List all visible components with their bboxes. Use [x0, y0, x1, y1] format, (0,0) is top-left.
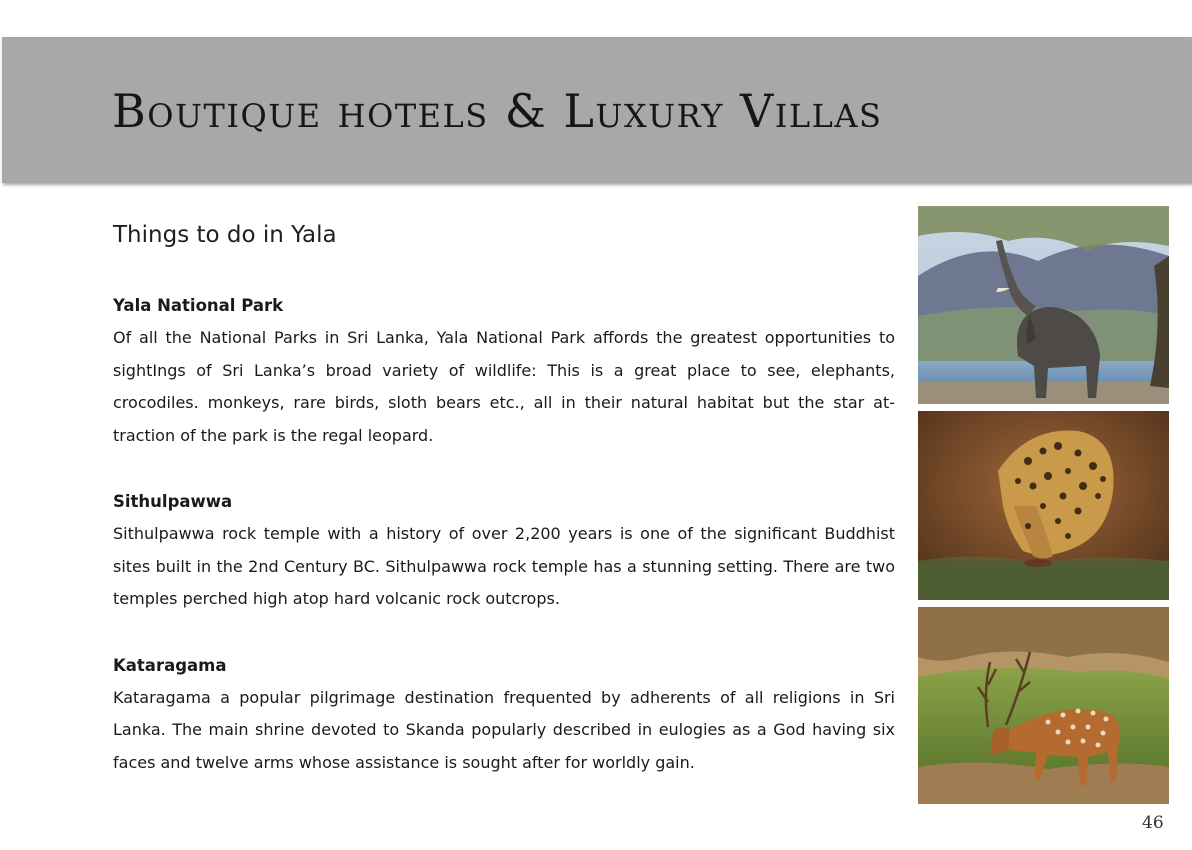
attraction-kataragama — [113, 650, 895, 780]
section-title: Things to do in Yala — [113, 222, 337, 248]
attraction-description: Kataragama a popular pilgrimage destination frequented by adherents of all religions in Sri Lanka. The main shrine devoted to Skanda popularly described in eulogies as a God having six faces and twelve arms whose assistance is sought after for worldly gain. — [113, 687, 895, 772]
page-title: Boutique hotels & Luxury Villas — [112, 84, 883, 138]
attraction-yala — [113, 290, 895, 452]
leopard-photo — [918, 411, 1169, 600]
attraction-description: Of all the National Parks in Sri Lanka, Yala National Park affords the greatest opportunities to sightIngs of Sri Lanka’s broad variety of wildlife: This is a great place to see, elephants, crocodiles. monkeys, rare birds, sloth bears etc., all in their natural habitat but the star at-traction of the park is the regal leopard. — [113, 328, 895, 445]
main-content — [113, 222, 895, 813]
attraction-heading: Yala National Park — [113, 296, 284, 315]
attraction-heading: Kataragama — [113, 655, 227, 675]
attraction-heading: Sithulpawwa — [113, 492, 233, 511]
page-number: 46 — [1142, 813, 1164, 833]
deer-photo — [918, 607, 1169, 804]
attraction-description: Sithulpawwa rock temple with a history of over 2,200 years is one of the significant Buddhist sites built in the 2nd Century BC. Sithulpawwa rock temple has a stunning setting. There are two temples perched high atop hard volcanic rock outcrops. — [113, 524, 895, 608]
elephant-photo — [918, 206, 1169, 404]
attraction-sithulpawwa — [113, 486, 895, 616]
